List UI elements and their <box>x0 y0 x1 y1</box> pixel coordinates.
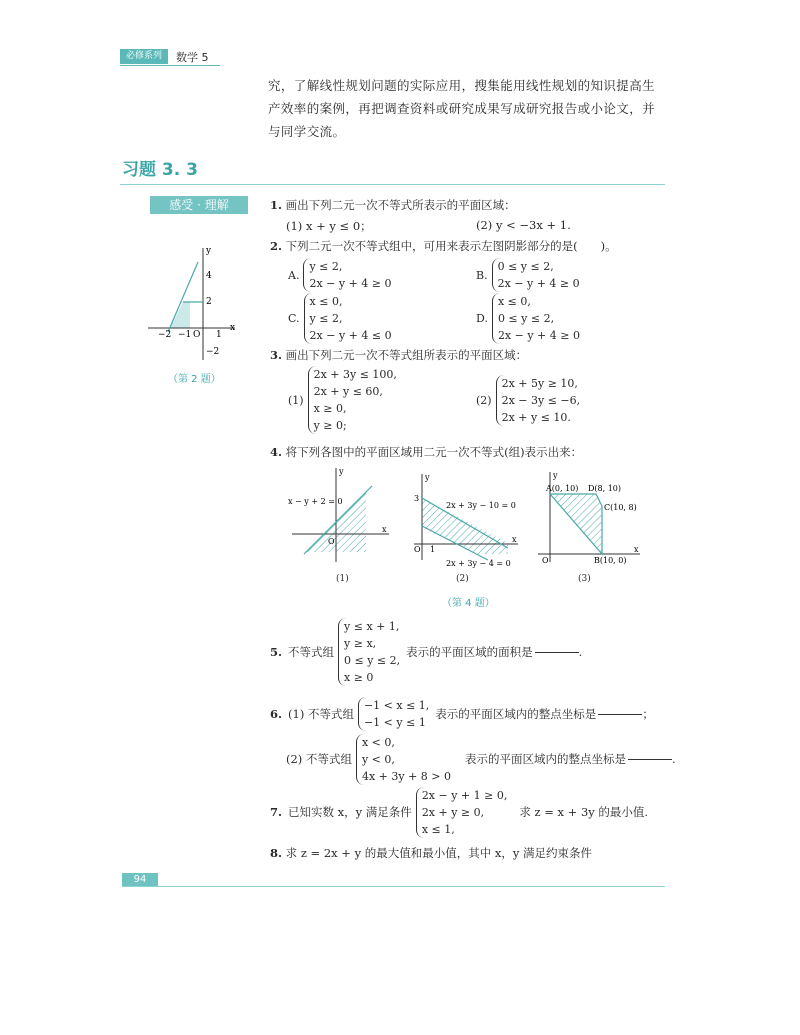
label-O: O <box>193 330 201 340</box>
label-neg2-y: −2 <box>206 347 220 357</box>
svg-text:O: O <box>542 556 549 565</box>
section-title: 习题 3. 3 <box>122 160 198 180</box>
q2-option-a: A. y ≤ 2, 2x − y + 4 ≥ 0 <box>288 260 392 290</box>
svg-text:y: y <box>339 467 344 476</box>
header-rule <box>120 65 220 66</box>
q4-text: 将下列各图中的平面区域用二元一次不等式(组)表示出来： <box>285 445 583 459</box>
svg-text:3: 3 <box>414 494 420 503</box>
graph2-line1-label: 2x + 3y − 10 = 0 <box>446 501 516 510</box>
graph2-line2-label: 2x + 3y − 4 = 0 <box>446 559 511 568</box>
label-y: y <box>206 246 212 256</box>
footer-rule <box>122 886 665 887</box>
q4-number: 4. <box>270 445 283 459</box>
svg-text:O: O <box>328 537 335 546</box>
q4-graph-3-caption: (3) <box>578 574 591 584</box>
graph1-line-label: x − y + 2 = 0 <box>288 497 343 506</box>
q6-2-blank <box>628 759 672 760</box>
figure-q2 <box>140 240 250 380</box>
q3-system-2: (2) 2x + 5y ≥ 10, 2x − 3y ≤ −6, 2x + y ≤ 10. <box>476 377 581 424</box>
q6-part-2: (2) 不等式组 x < 0, y < 0, 4x + 3y + 8 > 0 表示的平面区域内的整点坐标是 . <box>286 736 676 783</box>
svg-text:1: 1 <box>430 545 436 554</box>
q6-1-blank <box>598 714 642 715</box>
svg-text:y: y <box>553 471 558 480</box>
svg-text:B(10, 0): B(10, 0) <box>594 556 627 565</box>
section-rule <box>120 184 665 185</box>
q2-number: 2. <box>270 239 283 253</box>
book-title: 数学 5 <box>176 51 209 64</box>
q3-text: 画出下列二元一次不等式组所表示的平面区域： <box>285 348 528 362</box>
q3-system-1: (1) 2x + 3y ≤ 100, 2x + y ≤ 60, x ≥ 0, y ≥ 0; <box>288 368 397 432</box>
q4-graph-3 <box>530 466 650 566</box>
q6-part-1: 6. (1) 不等式组 −1 < x ≤ 1, −1 < y ≤ 1 表示的平面区域内的整点坐标是 ； <box>270 699 654 729</box>
q1-number: 1. <box>270 198 283 212</box>
svg-text:x: x <box>634 545 639 554</box>
q3-number: 3. <box>270 348 283 362</box>
q5: 5. 不等式组 y ≤ x + 1, y ≥ x, 0 ≤ y ≤ 2, x ≥ 0 表示的平面区域的面积是 . <box>270 620 583 684</box>
q4-graph-1-caption: (1) <box>336 574 349 584</box>
label-neg1: −1 <box>178 330 192 340</box>
svg-text:x: x <box>382 525 387 534</box>
q2-option-d: D. x ≤ 0, 0 ≤ y ≤ 2, 2x − y + 4 ≥ 0 <box>476 295 580 342</box>
figure-q2-caption: （第 2 题） <box>168 374 221 385</box>
svg-text:C(10, 8): C(10, 8) <box>604 503 637 512</box>
intro-line-1: 究，了解线性规划问题的实际应用，搜集能用线性规划的知识提高生 <box>268 78 656 93</box>
q8-text: 求 z = 2x + y 的最大值和最小值，其中 x，y 满足约束条件 <box>285 846 593 860</box>
shaded-region <box>170 302 190 328</box>
label-1: 1 <box>216 330 222 340</box>
q1-text: 画出下列二元一次不等式所表示的平面区域： <box>285 198 516 212</box>
label-x: x <box>230 323 236 333</box>
q4-graph-2 <box>408 468 523 568</box>
q4-figure-caption: （第 4 题） <box>442 598 495 609</box>
label-4: 4 <box>206 271 212 281</box>
q1-part-a: (1) x + y ≤ 0； <box>286 219 372 233</box>
section-tag: 感受 · 理解 <box>150 196 248 214</box>
svg-text:x: x <box>512 535 517 544</box>
q2-option-b: B. 0 ≤ y ≤ 2, 2x − y + 4 ≥ 0 <box>476 260 580 290</box>
q2-option-c: C. x ≤ 0, y ≤ 2, 2x − y + 4 ≤ 0 <box>288 295 392 342</box>
q4-graph-1 <box>284 462 399 572</box>
q8-number: 8. <box>270 846 283 860</box>
series-badge: 必修系列 <box>120 49 168 64</box>
svg-text:y: y <box>425 473 430 482</box>
page-number: 94 <box>122 873 158 887</box>
q4-graph-2-caption: (2) <box>456 574 469 584</box>
intro-line-2: 产效率的案例，再把调查资料或研究成果写成研究报告或小论文，并 <box>268 101 656 116</box>
intro-line-3: 与同学交流。 <box>268 124 346 139</box>
svg-text:A(0, 10): A(0, 10) <box>546 484 579 493</box>
q5-blank <box>535 652 579 653</box>
svg-text:D(8, 10): D(8, 10) <box>588 484 622 493</box>
q2-text: 下列二元一次不等式组中，可用来表示左图阴影部分的是( )。 <box>285 239 617 253</box>
label-2: 2 <box>206 297 212 307</box>
svg-text:O: O <box>414 545 421 554</box>
q7: 7. 已知实数 x，y 满足条件 2x − y + 1 ≥ 0, 2x + y ≥ 0, x ≤ 1, 求 z = x + 3y 的最小值. <box>270 789 649 836</box>
label-neg2: −2 <box>158 330 172 340</box>
q1-part-b: (2) y < −3x + 1. <box>476 218 571 232</box>
